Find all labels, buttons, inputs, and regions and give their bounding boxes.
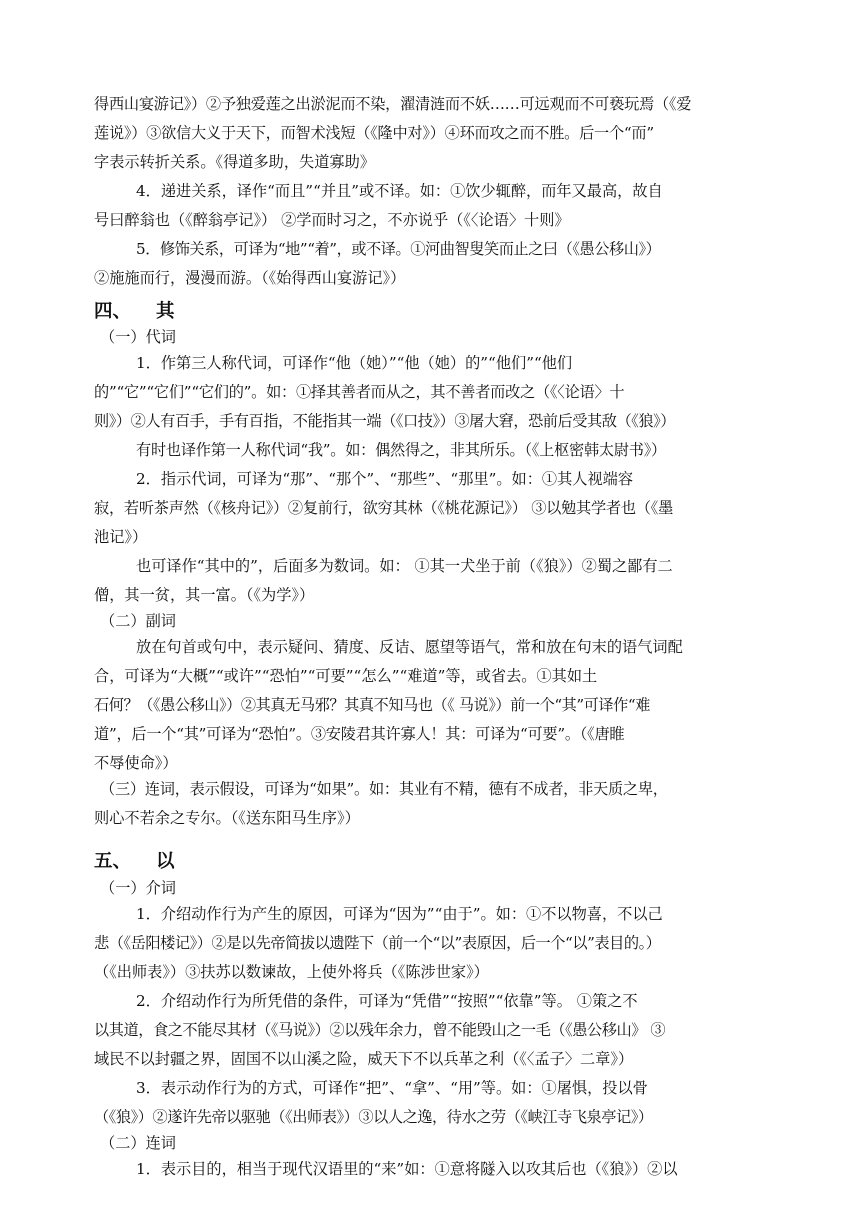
text-line: 2．指示代词，可译为“那”、“那个”、“那些”、“那里”。如：①其人视端容 — [136, 470, 634, 488]
section-number: 四、 — [94, 301, 132, 322]
text-line: 池记》） — [94, 528, 148, 546]
text-line: 5．修饰关系，可译为“地”“着”，或不译。①河曲智叟笑而止之曰（《愚公移山》） — [136, 240, 661, 258]
text-line: 的”“它”“它们”“它们的”。如：①择其善者而从之，其不善者而改之（《〈论语〉十 — [94, 383, 625, 401]
text-line: 2．介绍动作行为所凭借的条件，可译为“凭借”“按照”“依靠”等。 ①策之不 — [136, 992, 638, 1010]
text-line: 以其道，食之不能尽其材（《马说》）②以残年余力，曾不能毁山之一毛（《愚公移山》 ③ — [94, 1021, 666, 1039]
subheading: （二）副词 — [100, 612, 176, 630]
text-line: 则心不若余之专尔。（《送东阳马生序》） — [94, 809, 360, 827]
text-line: 道”，后一个“其”可译为“恐怕”。③安陵君其许寡人！其：可译为“可要”。（《唐睢 — [94, 725, 625, 743]
section-heading-qi — [94, 300, 175, 324]
text-line: 莲说》）③欲信大义于天下，而智术浅短（《隆中对》）④环而攻之而不胜。后一个“而” — [94, 124, 654, 142]
text-line: 1．表示目的，相当于现代汉语里的“来”如：①意将隧入以攻其后也（《狼》）②以 — [136, 1160, 678, 1178]
text-line: 1．作第三人称代词，可译作“他（她）”“他（她）的”“他们”“他们 — [136, 354, 573, 372]
text-line: 字表示转折关系。《得道多助，失道寡助》 — [94, 153, 375, 171]
section-title: 其 — [156, 301, 175, 322]
text-line: 域民不以封疆之界，固国不以山溪之险，威天下不以兵革之利（《〈孟子〉二章》） — [94, 1050, 634, 1068]
subheading: （三）连词，表示假设，可译为“如果”。如：其业有不精，德有不成者，非天质之卑， — [100, 780, 668, 798]
section-number: 五、 — [94, 851, 132, 872]
text-line: 则》）②人有百手，手有百指，不能指其一端（《口技》）③屠大窘，恐前后受其敌（《狼》） — [94, 412, 675, 430]
text-line: 号曰醉翁也（《醉翁亭记》） ②学而时习之，不亦说乎（《〈论语〉十则》 — [94, 211, 570, 229]
text-line: 悲（《岳阳楼记》）②是以先帝简拔以遗陛下（前一个“以”表原因，后一个“以”表目的。） — [94, 934, 661, 952]
section-heading-yi — [94, 850, 175, 874]
text-line: 僧，其一贫，其一富。（《为学》） — [94, 586, 315, 604]
text-line: 不辱使命》） — [94, 754, 178, 772]
section-title: 以 — [156, 851, 175, 872]
text-line: 4．递进关系，译作“而且”“并且”或不译。如：①饮少辄醉，而年又最高，故自 — [136, 182, 663, 200]
text-line: 石何？（《愚公移山》）②其真无马邪？其真不知马也（《 马说》）前一个“其”可译作“难 — [94, 696, 650, 714]
text-line: 合，可译为“大概”“或许”“恐怕”“可要”“怎么”“难道”等，或省去。①其如土 — [94, 667, 598, 685]
text-line: 放在句首或句中，表示疑问、猜度、反诘、愿望等语气，常和放在句末的语气词配 — [136, 638, 683, 656]
text-line: ②施施而行，漫漫而游。（《始得西山宴游记》） — [94, 269, 406, 287]
text-line: 也可译作“其中的”，后面多为数词。如： ①其一犬坐于前（《狼》）②蜀之鄙有二 — [136, 557, 673, 575]
text-line: （《狼》）②遂许先帝以驱驰（《出师表》）③以人之逸，待水之劳（《峡江寺飞泉亭记》） — [94, 1108, 653, 1126]
text-line: 3．表示动作行为的方式，可译作“把”、“拿”、“用”等。如：①屠惧，投以骨 — [136, 1079, 648, 1097]
text-line: （《出师表》）③扶苏以数谏故，上使外将兵（《陈涉世家》） — [94, 963, 489, 981]
text-line: 寂，若听茶声然（《核舟记》）②复前行，欲穷其林（《桃花源记》） ③以勉其学者也（《墨 — [94, 499, 674, 517]
text-line: 有时也译作第一人称代词“我”。如：偶然得之，非其所乐。（《上枢密韩太尉书》） — [136, 441, 666, 459]
subheading: （一）代词 — [100, 328, 176, 346]
subheading: （二）连词 — [100, 1134, 176, 1152]
text-line: 1．介绍动作行为产生的原因，可译为“因为”“由于”。如：①不以物喜，不以己 — [136, 905, 663, 923]
text-line: 得西山宴游记》）②予独爱莲之出淤泥而不染，濯清涟而不妖……可远观而不可亵玩焉（《爱 — [94, 95, 692, 113]
subheading: （一）介词 — [100, 879, 176, 897]
